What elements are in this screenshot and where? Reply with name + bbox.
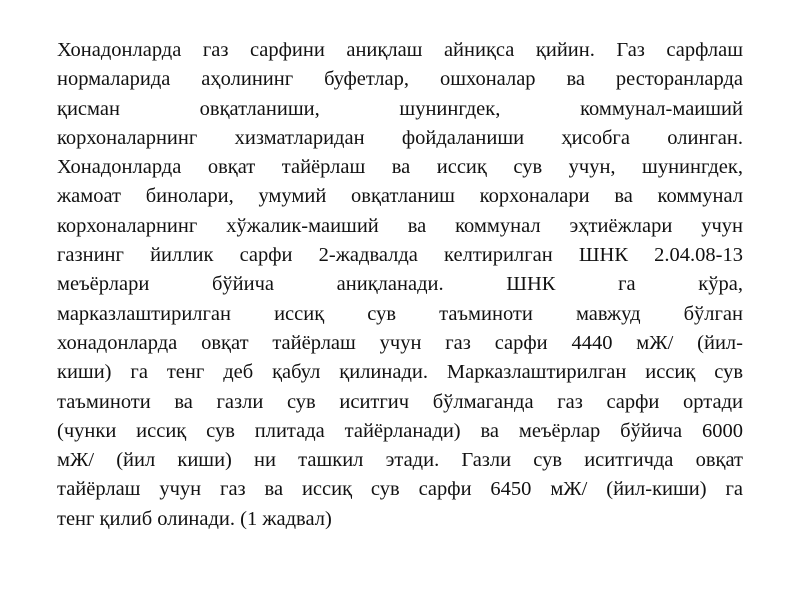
text-line-16: тайёрлаш учун газ ва иссиқ сув сарфи 6450 мЖ/ (йил-киши) га bbox=[57, 478, 743, 501]
text-line-4: корхоналарнинг хизматларидан фойдаланиши ҳисобга олинган. bbox=[57, 126, 743, 149]
text-line-5: Хонадонларда овқат тайёрлаш ва иссиқ сув учун, шунингдек, bbox=[57, 156, 743, 179]
text-line-7: корхоналарнинг хўжалик-маиший ва коммунал эҳтиёжлари учун bbox=[57, 214, 743, 237]
text-line-8: газнинг йиллик сарфи 2-жадвалда келтирилган ШНК 2.04.08-13 bbox=[57, 244, 743, 267]
text-line-10: марказлаштирилган иссиқ сув таъминоти мавжуд бўлган bbox=[57, 302, 743, 325]
text-line-11: хонадонларда овқат тайёрлаш учун газ сарфи 4440 мЖ/ (йил- bbox=[57, 331, 743, 354]
text-line-3: қисман овқатланиши, шунингдек, коммунал-маиший bbox=[57, 97, 743, 120]
text-line-9: меъёрлари бўйича аниқланади. ШНК га кўра, bbox=[57, 273, 743, 296]
text-line-13: таъминоти ва газли сув иситгич бўлмаганда газ сарфи ортади bbox=[57, 390, 743, 413]
paragraph bbox=[57, 36, 743, 534]
text-line-14: (чунки иссиқ сув плитада тайёрланади) ва меъёрлар бўйича 6000 bbox=[57, 419, 743, 442]
text-line-1: Хонадонларда газ сарфини аниқлаш айниқса қийин. Газ сарфлаш bbox=[57, 39, 743, 61]
text-line-17: тенг қилиб олинади. (1 жадвал) bbox=[57, 507, 332, 530]
text-line-6: жамоат бинолари, умумий овқатланиш корхоналари ва коммунал bbox=[57, 185, 743, 208]
text-line-15: мЖ/ (йил киши) ни ташкил этади. Газли сув иситгичда овқат bbox=[57, 449, 743, 472]
text-line-12: киши) га тенг деб қабул қилинади. Марказлаштирилган иссиқ сув bbox=[57, 361, 743, 384]
text-line-2: нормаларида аҳолининг буфетлар, ошхоналар ва ресторанларда bbox=[57, 68, 743, 91]
